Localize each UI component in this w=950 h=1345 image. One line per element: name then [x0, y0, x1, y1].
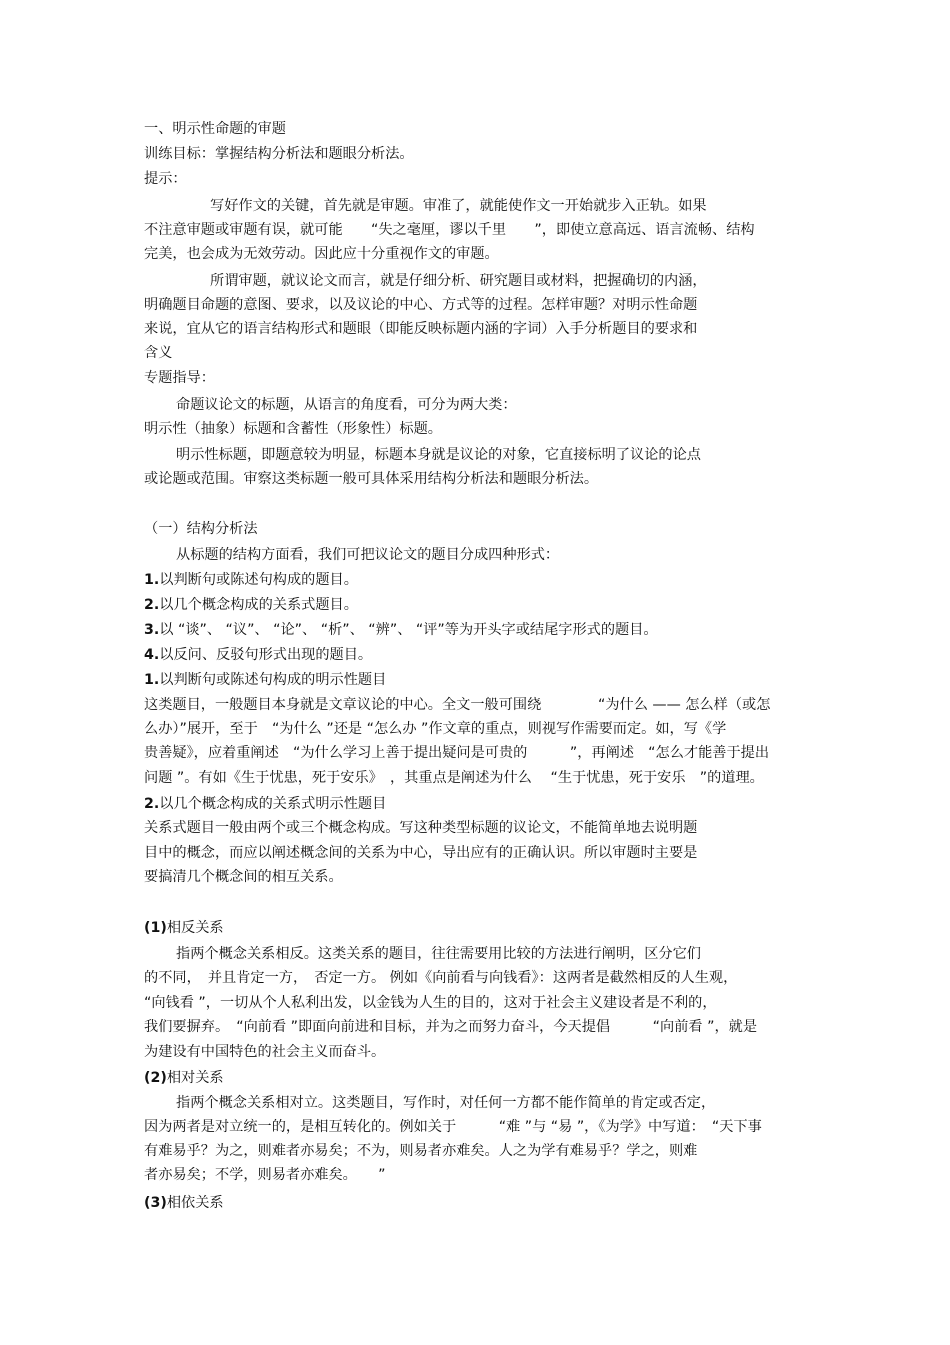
- list-number: 2.: [144, 597, 160, 613]
- guide-line: 明示性标题，即题意较为明显，标题本身就是议论的对象，它直接标明了议论的论点: [176, 447, 701, 463]
- body-line: 的不同， 并且肯定一方， 否定一方。 例如《向前看与向钱看》：这两者是截然相反的人生观，: [144, 970, 738, 986]
- intro-line: 含义: [144, 345, 173, 361]
- body-line: 关系式题目一般由两个或三个概念构成。写这种类型标题的议论文，不能简单地去说明题: [144, 820, 698, 836]
- hint-label: 提示：: [144, 171, 187, 187]
- subsection-title: [144, 670, 386, 690]
- body-line: 这类题目，一般题目本身就是文章议论的中心。全文一般可围绕 “为什么 —— 怎么样（或怎: [144, 697, 771, 713]
- body-line: 为建设有中国特色的社会主义而奋斗。: [144, 1044, 386, 1060]
- list-number: 4.: [144, 647, 160, 663]
- body-line: 有难易乎？为之，则难者亦易矣；不为，则易者亦难矣。人之为学有难易乎？学之，则难: [144, 1143, 698, 1159]
- list-item: [144, 620, 658, 640]
- relation-title: [144, 918, 224, 938]
- subsection-number: 2.: [144, 796, 160, 812]
- body-line: 指两个概念关系相反。这类关系的题目，往往需要用比较的方法进行阐明，区分它们: [176, 946, 701, 962]
- relation-text: 相对关系: [166, 1070, 224, 1086]
- list-number: 3.: [144, 622, 160, 638]
- list-text: 以 “谈”、 “议”、 “论”、 “析”、 “辨”、 “评”等为开头字或结尾字形式的题目。: [159, 622, 658, 638]
- relation-number: (3): [144, 1195, 167, 1211]
- body-line: “向钱看 ”，一切从个人私利出发，以金钱为人生的目的，这对于社会主义建设者是不利的，: [144, 995, 717, 1011]
- body-line: 者亦易矣；不学，则易者亦难矣。 ”: [144, 1167, 386, 1183]
- list-text: 以几个概念构成的关系式题目。: [159, 597, 358, 613]
- body-line: 要搞清几个概念间的相互关系。: [144, 869, 343, 885]
- guide-line: 或论题或范围。审察这类标题一般可具体采用结构分析法和题眼分析法。: [144, 471, 599, 487]
- training-goal: 训练目标：掌握结构分析法和题眼分析法。: [144, 146, 414, 162]
- body-line: 我们要摒弃。 “向前看 ”即面向前进和目标，并为之而努力奋斗，今天提倡 “向前看 ”，就是: [144, 1019, 758, 1035]
- body-line: 贵善疑》，应着重阐述 “为什么学习上善于提出疑问是可贵的 ”，再阐述 “怎么才能善于提出: [144, 745, 770, 761]
- guide-line: 命题议论文的标题，从语言的角度看，可分为两大类：: [176, 397, 517, 413]
- section-heading: 一、明示性命题的审题: [144, 121, 286, 137]
- body-line: 目中的概念，而应以阐述概念间的关系为中心，导出应有的正确认识。所以审题时主要是: [144, 845, 698, 861]
- guide-label: 专题指导：: [144, 370, 215, 386]
- relation-number: (1): [144, 920, 167, 936]
- guide-line: 明示性（抽象）标题和含蓄性（形象性）标题。: [144, 421, 442, 437]
- body-line: 么办）”展开，至于 “为什么 ”还是 “怎么办 ”作文章的重点，则视写作需要而定。如，写《学: [144, 721, 727, 737]
- subsection-text: 以判断句或陈述句构成的明示性题目: [159, 672, 387, 688]
- relation-text: 相反关系: [166, 920, 224, 936]
- relation-title: [144, 1068, 224, 1088]
- body-line: 因为两者是对立统一的，是相互转化的。例如关于 “难 ”与 “易 ”，《为学》中写道： “天下事: [144, 1119, 762, 1135]
- list-item: [144, 570, 358, 590]
- list-text: 以反问、反驳句形式出现的题目。: [159, 647, 373, 663]
- relation-text: 相依关系: [166, 1195, 224, 1211]
- relation-number: (2): [144, 1070, 167, 1086]
- subsection-text: 以几个概念构成的关系式明示性题目: [159, 796, 387, 812]
- section-title: （一）结构分析法: [144, 521, 258, 537]
- list-text: 以判断句或陈述句构成的题目。: [159, 572, 358, 588]
- section-intro: 从标题的结构方面看，我们可把议论文的题目分成四种形式：: [176, 547, 560, 563]
- intro-line: 写好作文的关键，首先就是审题。审准了，就能使作文一开始就步入正轨。如果: [210, 198, 707, 214]
- relation-title: [144, 1193, 224, 1213]
- intro-line: 明确题目命题的意图、要求，以及议论的中心、方式等的过程。怎样审题？对明示性命题: [144, 297, 698, 313]
- list-item: [144, 645, 372, 665]
- intro-line: 所谓审题，就议论文而言，就是仔细分析、研究题目或材料，把握确切的内涵，: [210, 273, 707, 289]
- subsection-title: [144, 794, 386, 814]
- body-line: 指两个概念关系相对立。这类题目，写作时，对任何一方都不能作简单的肯定或否定，: [176, 1095, 716, 1111]
- intro-line: 完美，也会成为无效劳动。因此应十分重视作文的审题。: [144, 246, 499, 262]
- intro-line: 来说，宜从它的语言结构形式和题眼（即能反映标题内涵的字词）入手分析题目的要求和: [144, 321, 698, 337]
- body-line: 问题 ”。有如《生于忧患，死于安乐》 ，其重点是阐述为什么 “生于忧患，死于安乐 ”的道理。: [144, 770, 764, 786]
- subsection-number: 1.: [144, 672, 160, 688]
- list-item: [144, 595, 358, 615]
- intro-line: 不注意审题或审题有误，就可能 “失之毫厘，谬以千里 ”，即使立意高远、语言流畅、结构: [144, 222, 755, 238]
- list-number: 1.: [144, 572, 160, 588]
